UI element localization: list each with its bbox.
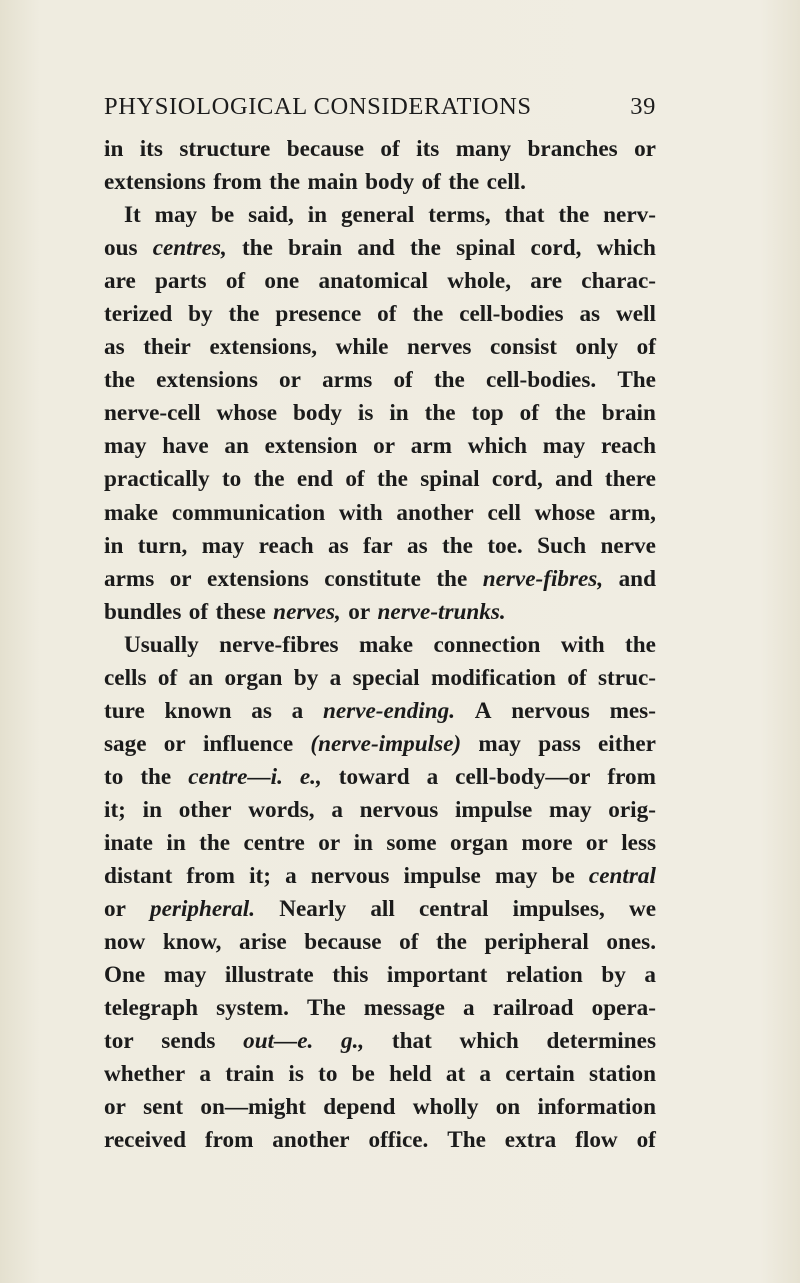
word: and [618, 565, 656, 592]
word: as [579, 301, 601, 328]
word: Nearly [279, 896, 347, 923]
word: or [104, 896, 126, 923]
word: Such [537, 532, 587, 559]
word: the [424, 400, 456, 427]
word: extensions, [209, 334, 318, 361]
word: arms [104, 565, 155, 592]
word: extension [264, 433, 358, 460]
word: parts [155, 268, 207, 295]
word: cord, [491, 466, 543, 493]
italic-word: nerve-fibres, [482, 565, 604, 592]
word: whole, [447, 268, 511, 295]
word: pass [538, 730, 581, 757]
word: a [426, 763, 439, 790]
text-line [104, 629, 656, 662]
text-line [104, 728, 656, 761]
italic-word: centres, [152, 235, 227, 262]
word: or [348, 598, 371, 625]
word: cell-body—or [455, 763, 591, 790]
word: in [142, 796, 162, 823]
word: charac- [581, 268, 656, 295]
text-line [104, 232, 656, 265]
word: are [530, 268, 563, 295]
text-line [104, 893, 656, 926]
word: ture [104, 697, 145, 724]
running-title: PHYSIOLOGICAL CONSIDERATIONS [104, 93, 532, 120]
word: said, [248, 202, 294, 229]
word: consist [489, 334, 557, 361]
word: cells [104, 664, 147, 691]
text-line [104, 530, 656, 563]
word: a [331, 796, 343, 823]
text-line [104, 463, 656, 496]
text-line [104, 959, 656, 992]
word: as [104, 334, 125, 361]
word: may [494, 863, 538, 890]
word: these [215, 598, 266, 625]
word: certain [505, 1061, 575, 1088]
word: know, [162, 929, 222, 956]
word: nerve [600, 532, 656, 559]
text-line [104, 1124, 656, 1157]
word: of [567, 664, 587, 691]
word: the [409, 235, 441, 262]
word: may [549, 796, 592, 823]
word: anatomical [318, 268, 428, 295]
word: may [154, 202, 198, 229]
word: spinal [420, 466, 480, 493]
text-line [104, 331, 656, 364]
word: of [636, 1127, 656, 1154]
word: nerve-cell [104, 400, 201, 427]
word: by [293, 664, 319, 691]
word: cell-bodies [459, 301, 564, 328]
word: arms [322, 367, 373, 394]
word: of [377, 301, 397, 328]
word: cell. [486, 169, 526, 196]
word: wholly [412, 1094, 479, 1121]
word: telegraph [104, 995, 199, 1022]
word: orig- [608, 796, 656, 823]
word: now [104, 929, 146, 956]
word: from [186, 863, 235, 890]
word: may [542, 433, 586, 460]
word: determines [546, 1028, 656, 1055]
text-line [104, 133, 656, 166]
word: mes- [609, 697, 656, 724]
word: organ [450, 829, 508, 856]
word: their [143, 334, 191, 361]
word: or [373, 433, 396, 460]
word: body [293, 400, 342, 427]
word: may [478, 730, 521, 757]
word: end [296, 466, 333, 493]
word: in [307, 202, 328, 229]
word: it; [104, 796, 126, 823]
word: sends [161, 1028, 216, 1055]
word: a [463, 995, 475, 1022]
word: It [124, 202, 141, 229]
word: practically [104, 466, 210, 493]
word: office. [368, 1127, 429, 1154]
word: and [555, 466, 593, 493]
word: because [286, 136, 365, 162]
word: a [644, 962, 656, 989]
word: special [352, 664, 420, 691]
word: another [272, 1127, 350, 1154]
word: are [104, 268, 136, 295]
word: the [625, 631, 656, 658]
word: the [241, 235, 273, 262]
word: there [604, 466, 656, 493]
text-line [104, 166, 656, 199]
word: illustrate [224, 962, 314, 989]
word: its [416, 136, 440, 162]
italic-word: (nerve-impulse) [310, 730, 462, 757]
word: railroad [492, 995, 574, 1022]
word: structure [179, 136, 271, 162]
text-line [104, 695, 656, 728]
word: to [318, 1061, 338, 1088]
word: may [163, 962, 207, 989]
word: One [104, 962, 146, 989]
word: centre [243, 829, 305, 856]
word: received [104, 1127, 186, 1154]
word: spinal [456, 235, 516, 262]
text-line [104, 827, 656, 860]
word: the [442, 532, 473, 559]
word: the [436, 929, 467, 956]
italic-word: g., [341, 1028, 365, 1055]
word: of [399, 929, 419, 956]
word: another [396, 499, 474, 526]
word: which [596, 235, 656, 262]
word: arm [410, 433, 452, 460]
italic-word: nerve-trunks. [377, 598, 506, 625]
word: an [224, 433, 249, 460]
word: impulse [454, 796, 533, 823]
word: bundles [104, 598, 182, 625]
word: of [225, 268, 246, 295]
word: in [353, 829, 373, 856]
word: train [225, 1061, 275, 1088]
word: The [447, 1127, 486, 1154]
word: extra [504, 1127, 557, 1154]
word: top [471, 400, 504, 427]
word: that [391, 1028, 432, 1055]
word: all [370, 896, 395, 923]
word: in [389, 400, 409, 427]
word: A [474, 697, 492, 724]
text-line [104, 1025, 656, 1058]
italic-word: out—e. [243, 1028, 314, 1055]
word: in [166, 829, 186, 856]
word: as [327, 532, 349, 559]
word: or [585, 829, 608, 856]
word: it; [249, 863, 271, 890]
word: message [363, 995, 445, 1022]
word: the [377, 466, 408, 493]
word: or [169, 565, 192, 592]
text-line [104, 265, 656, 298]
word: sent [143, 1094, 184, 1121]
word: impulses, [512, 896, 605, 923]
word: that [504, 202, 545, 229]
word: by [601, 962, 626, 989]
word: one [264, 268, 300, 295]
text-line [104, 199, 656, 232]
word: nerv- [603, 202, 656, 229]
word: organ [224, 664, 283, 691]
text-line [104, 860, 656, 893]
word: from [204, 1127, 254, 1154]
word: make [104, 499, 159, 526]
italic-word: centre—i. [188, 763, 283, 790]
word: inate [104, 829, 153, 856]
word: from [213, 169, 262, 196]
word: the [140, 763, 172, 790]
word: nerve-fibres [219, 631, 339, 658]
word: brain [601, 400, 656, 427]
word: presence [275, 301, 362, 328]
word: the [433, 367, 465, 394]
word: struc- [598, 664, 656, 691]
word: the [554, 400, 586, 427]
word: to [221, 466, 242, 493]
word: cell-bodies. [486, 367, 597, 394]
word: the [448, 169, 480, 196]
body-text [104, 133, 656, 1157]
word: impulse [403, 863, 481, 890]
word: the [412, 301, 444, 328]
text-line [104, 497, 656, 530]
word: main [307, 169, 358, 196]
word: peripheral [484, 929, 589, 956]
text-line [104, 662, 656, 695]
word: tor [104, 1028, 134, 1055]
word: The [617, 367, 656, 394]
word: in [104, 136, 124, 162]
word: while [335, 334, 389, 361]
word: as [407, 532, 428, 559]
word: words, [248, 796, 315, 823]
word: whose [216, 400, 278, 427]
word: either [598, 730, 656, 757]
word: may [104, 433, 147, 460]
word: we [628, 896, 656, 923]
word: or [163, 730, 186, 757]
word: nerves [407, 334, 472, 361]
word: reach [601, 433, 656, 460]
text-line [104, 992, 656, 1025]
word: which [467, 433, 528, 460]
word: ous [104, 235, 138, 262]
word: system. [216, 995, 289, 1022]
word: by [188, 301, 213, 328]
word: central [418, 896, 489, 923]
word: branches [527, 136, 618, 162]
word: cell [487, 499, 521, 526]
word: information [537, 1094, 656, 1121]
italic-word: nerves, [273, 598, 341, 625]
word: connection [433, 631, 541, 658]
word: the [104, 367, 135, 394]
word: only [575, 334, 619, 361]
word: ones. [606, 929, 656, 956]
word: as [251, 697, 272, 724]
italic-word: e., [299, 763, 322, 790]
word: toward [338, 763, 410, 790]
text-line [104, 397, 656, 430]
text-line [104, 926, 656, 959]
italic-word: nerve-ending. [322, 697, 456, 724]
word: reach [258, 532, 314, 559]
word: nervous [511, 697, 590, 724]
word: which [459, 1028, 519, 1055]
word: of [157, 664, 178, 691]
word: held [389, 1061, 432, 1088]
text-line [104, 1091, 656, 1124]
word: may [201, 532, 245, 559]
text-line [104, 794, 656, 827]
word: be [211, 202, 235, 229]
word: extensions [207, 565, 309, 592]
word: body [365, 169, 415, 196]
word: nervous [310, 863, 390, 890]
word: make [358, 631, 414, 658]
word: a [291, 697, 304, 724]
italic-word: peripheral. [150, 896, 256, 923]
word: arise [239, 929, 287, 956]
word: this [332, 962, 369, 989]
word: less [621, 829, 656, 856]
word: the [269, 169, 301, 196]
word: extensions [156, 367, 258, 394]
word: of [380, 136, 400, 162]
word: toe. [487, 532, 523, 559]
running-head [104, 93, 656, 129]
italic-word: central [588, 863, 656, 890]
word: many [455, 136, 512, 162]
word: a [329, 664, 342, 691]
word: be [351, 1061, 375, 1088]
word: from [607, 763, 656, 790]
word: sage [104, 730, 147, 757]
word: with [338, 499, 383, 526]
word: of [188, 598, 209, 625]
word: a [285, 863, 297, 890]
page-number: 39 [630, 93, 656, 120]
word: or [318, 829, 341, 856]
word: extensions [104, 169, 206, 196]
word: terized [104, 301, 173, 328]
word: or [104, 1094, 126, 1121]
word: The [307, 995, 346, 1022]
word: a [479, 1061, 491, 1088]
word: the [253, 466, 285, 493]
word: of [519, 400, 539, 427]
text-line [104, 761, 656, 794]
word: an [188, 664, 214, 691]
word: some [386, 829, 437, 856]
word: depend [323, 1094, 396, 1121]
word: its [139, 136, 163, 162]
word: far [363, 532, 393, 559]
word: communication [171, 499, 326, 526]
word: terms, [428, 202, 491, 229]
word: or [279, 367, 301, 394]
word: brain [288, 235, 343, 262]
word: distant [104, 863, 173, 890]
word: more [521, 829, 573, 856]
word: have [162, 433, 209, 460]
word: nervous [359, 796, 439, 823]
text-line [104, 430, 656, 463]
word: whose [534, 499, 596, 526]
word: arm, [608, 499, 656, 526]
word: of [421, 169, 441, 196]
word: known [164, 697, 232, 724]
word: on—might [200, 1094, 307, 1121]
word: or [634, 136, 656, 162]
word: general [340, 202, 415, 229]
word: turn, [137, 532, 188, 559]
word: modification [431, 664, 556, 691]
word: flow [575, 1127, 618, 1154]
word: of [393, 367, 413, 394]
text-line [104, 364, 656, 397]
word: of [636, 334, 656, 361]
word: well [615, 301, 656, 328]
word: station [589, 1061, 656, 1088]
word: of [345, 466, 365, 493]
word: the [199, 829, 231, 856]
word: at [445, 1061, 466, 1088]
word: a [199, 1061, 211, 1088]
word: the [228, 301, 260, 328]
word: whether [104, 1061, 186, 1088]
word: and [357, 235, 395, 262]
word: the [558, 202, 590, 229]
text-line [104, 298, 656, 331]
word: constitute [324, 565, 421, 592]
word: be [551, 863, 575, 890]
word: other [178, 796, 232, 823]
word: in [104, 532, 124, 559]
word: is [288, 1061, 304, 1088]
word: the [436, 565, 468, 592]
text-line [104, 1058, 656, 1091]
text-line [104, 563, 656, 596]
word: Usually [124, 631, 199, 658]
word: because [304, 929, 382, 956]
word: relation [505, 962, 583, 989]
word: with [560, 631, 605, 658]
word: to [104, 763, 124, 790]
text-line [104, 596, 656, 629]
word: on [495, 1094, 521, 1121]
word: opera- [591, 995, 656, 1022]
word: cord, [530, 235, 582, 262]
word: influence [202, 730, 294, 757]
word: important [386, 962, 488, 989]
word: is [357, 400, 374, 427]
